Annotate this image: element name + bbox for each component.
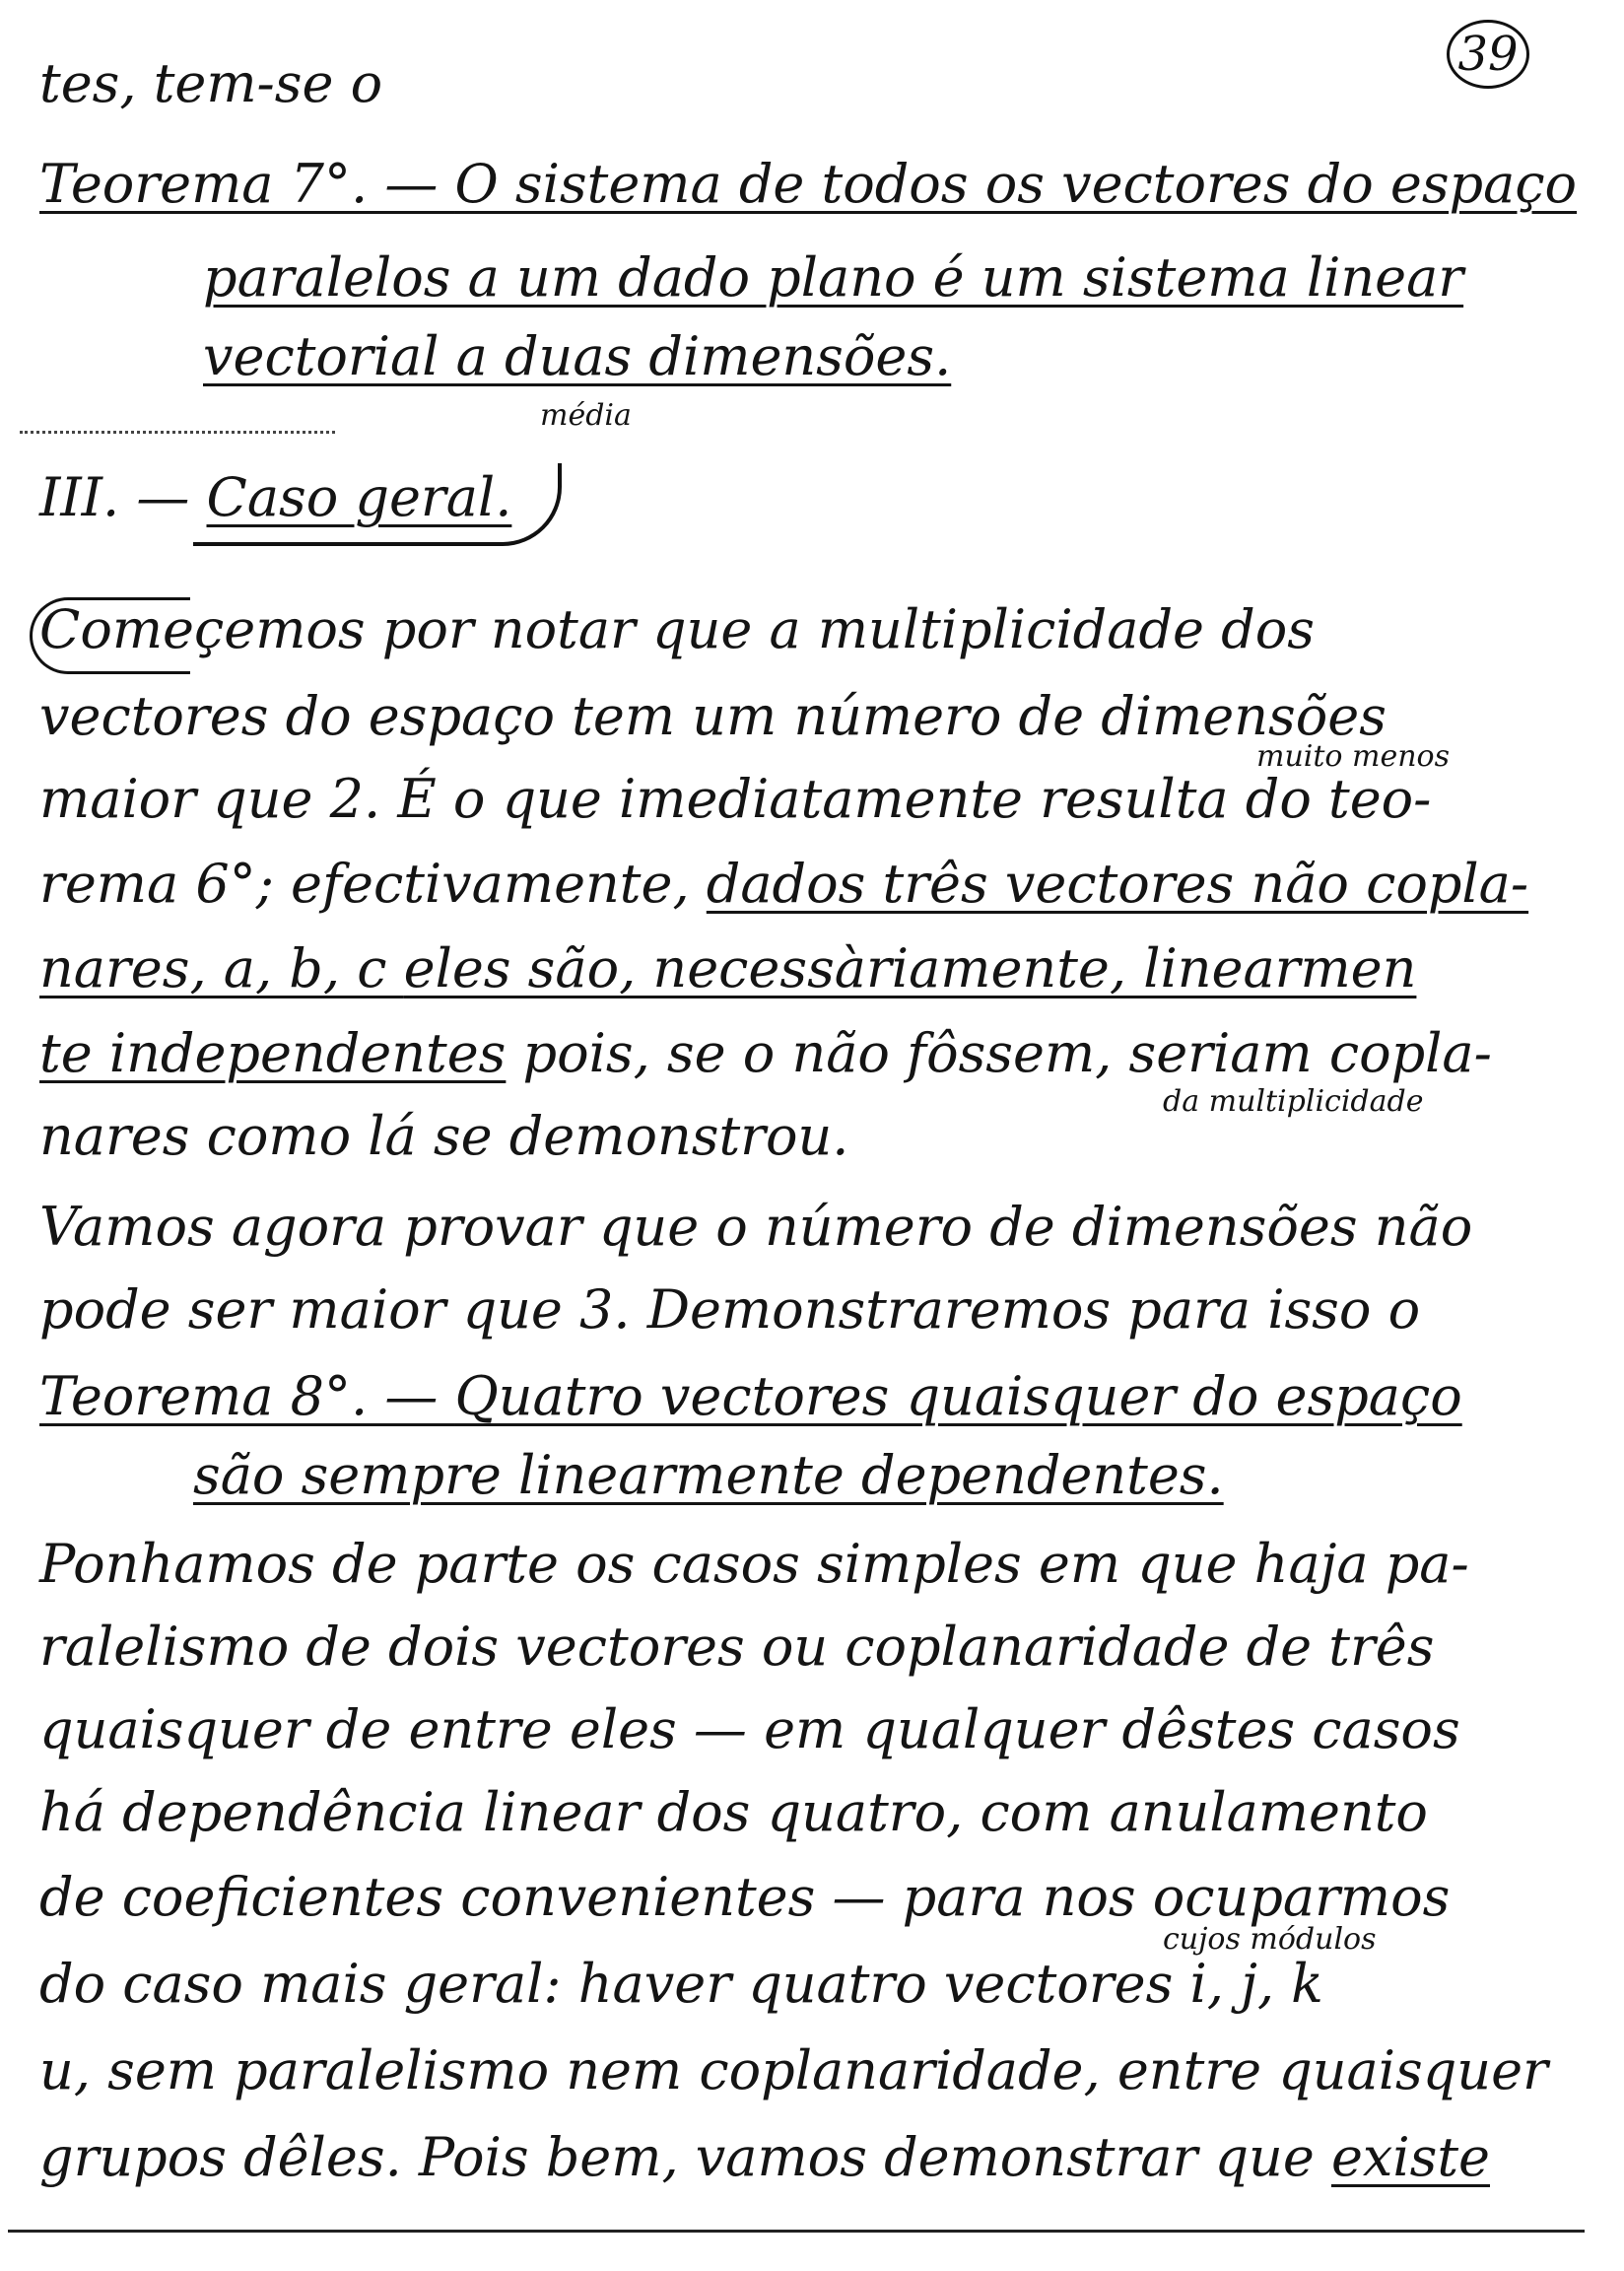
page-number: 39	[1447, 20, 1529, 89]
handwritten-loop	[193, 463, 562, 546]
theorem-7-statement: O sistema de todos os vectores do espaço	[454, 153, 1578, 215]
line-14: pode ser maior que 3. Demonstraremos para isso o	[39, 1278, 1421, 1341]
theorem-8-label: Teorema 8°. —	[39, 1365, 455, 1427]
section-divider	[20, 431, 335, 434]
line-22: do caso mais geral: haver quatro vectores i, j, k	[39, 1953, 1323, 2015]
theorem-7-label: Teorema 7°. —	[39, 153, 455, 215]
line-10	[39, 937, 1417, 999]
line-10-part-b: eles são, necessàriamente, linearmen	[403, 937, 1417, 999]
line-8: maior que 2. É o que imediatamente resulta do teo-	[39, 768, 1432, 830]
line-9	[39, 853, 1529, 915]
line-18: ralelismo de dois vectores ou coplanaridade de três	[39, 1616, 1435, 1678]
line-17: Ponhamos de parte os casos simples em que haja pa-	[39, 1533, 1469, 1595]
line-2	[39, 153, 1578, 215]
annotation-4: cujos módulos	[1163, 1922, 1377, 1957]
annotation-1: média	[540, 398, 632, 433]
line-10-part-a: nares, a, b, c	[39, 937, 404, 999]
line-1: tes, tem-se o	[39, 52, 383, 114]
line-24-part-b: existe	[1330, 2126, 1491, 2188]
line-13: Vamos agora provar que o número de dimensões não	[39, 1196, 1473, 1258]
line-16: são sempre linearmente dependentes.	[193, 1444, 1224, 1506]
line-6: Começemos por notar que a multiplicidade dos	[39, 598, 1315, 660]
bottom-rule	[8, 2230, 1585, 2233]
line-20: há dependência linear dos quatro, com anulamento	[39, 1781, 1428, 1843]
line-23: u, sem paralelismo nem coplanaridade, entre quaisquer	[39, 2039, 1548, 2101]
annotation-3: da multiplicidade	[1163, 1084, 1424, 1119]
line-11-part-a: te independentes	[39, 1022, 507, 1084]
line-3: paralelos a um dado plano é um sistema linear	[203, 246, 1464, 309]
line-15	[39, 1365, 1462, 1427]
line-21: de coeficientes convenientes — para nos ocuparmos	[39, 1866, 1451, 1928]
line-24	[39, 2126, 1491, 2188]
section-3-label: III. —	[39, 466, 207, 528]
line-24-part-a: grupos dêles. Pois bem, vamos demonstrar que	[39, 2126, 1331, 2188]
line-4: vectorial a duas dimensões.	[203, 325, 952, 387]
line-19: quaisquer de entre eles — em qualquer dêstes casos	[39, 1698, 1460, 1760]
line-9-part-a: rema 6°; efectivamente,	[39, 853, 707, 915]
line-7: vectores do espaço tem um número de dimensões	[39, 685, 1387, 747]
annotation-2: muito menos	[1256, 739, 1450, 774]
line-9-part-b: dados três vectores não copla-	[706, 853, 1529, 915]
line-11-part-b: pois, se o não fôssem, seriam copla-	[506, 1022, 1492, 1084]
theorem-8-statement: Quatro vectores quaisquer do espaço	[454, 1365, 1462, 1427]
line-12: nares como lá se demonstrou.	[39, 1105, 849, 1167]
line-11	[39, 1022, 1492, 1084]
section-3-title: Caso geral.	[206, 466, 512, 528]
